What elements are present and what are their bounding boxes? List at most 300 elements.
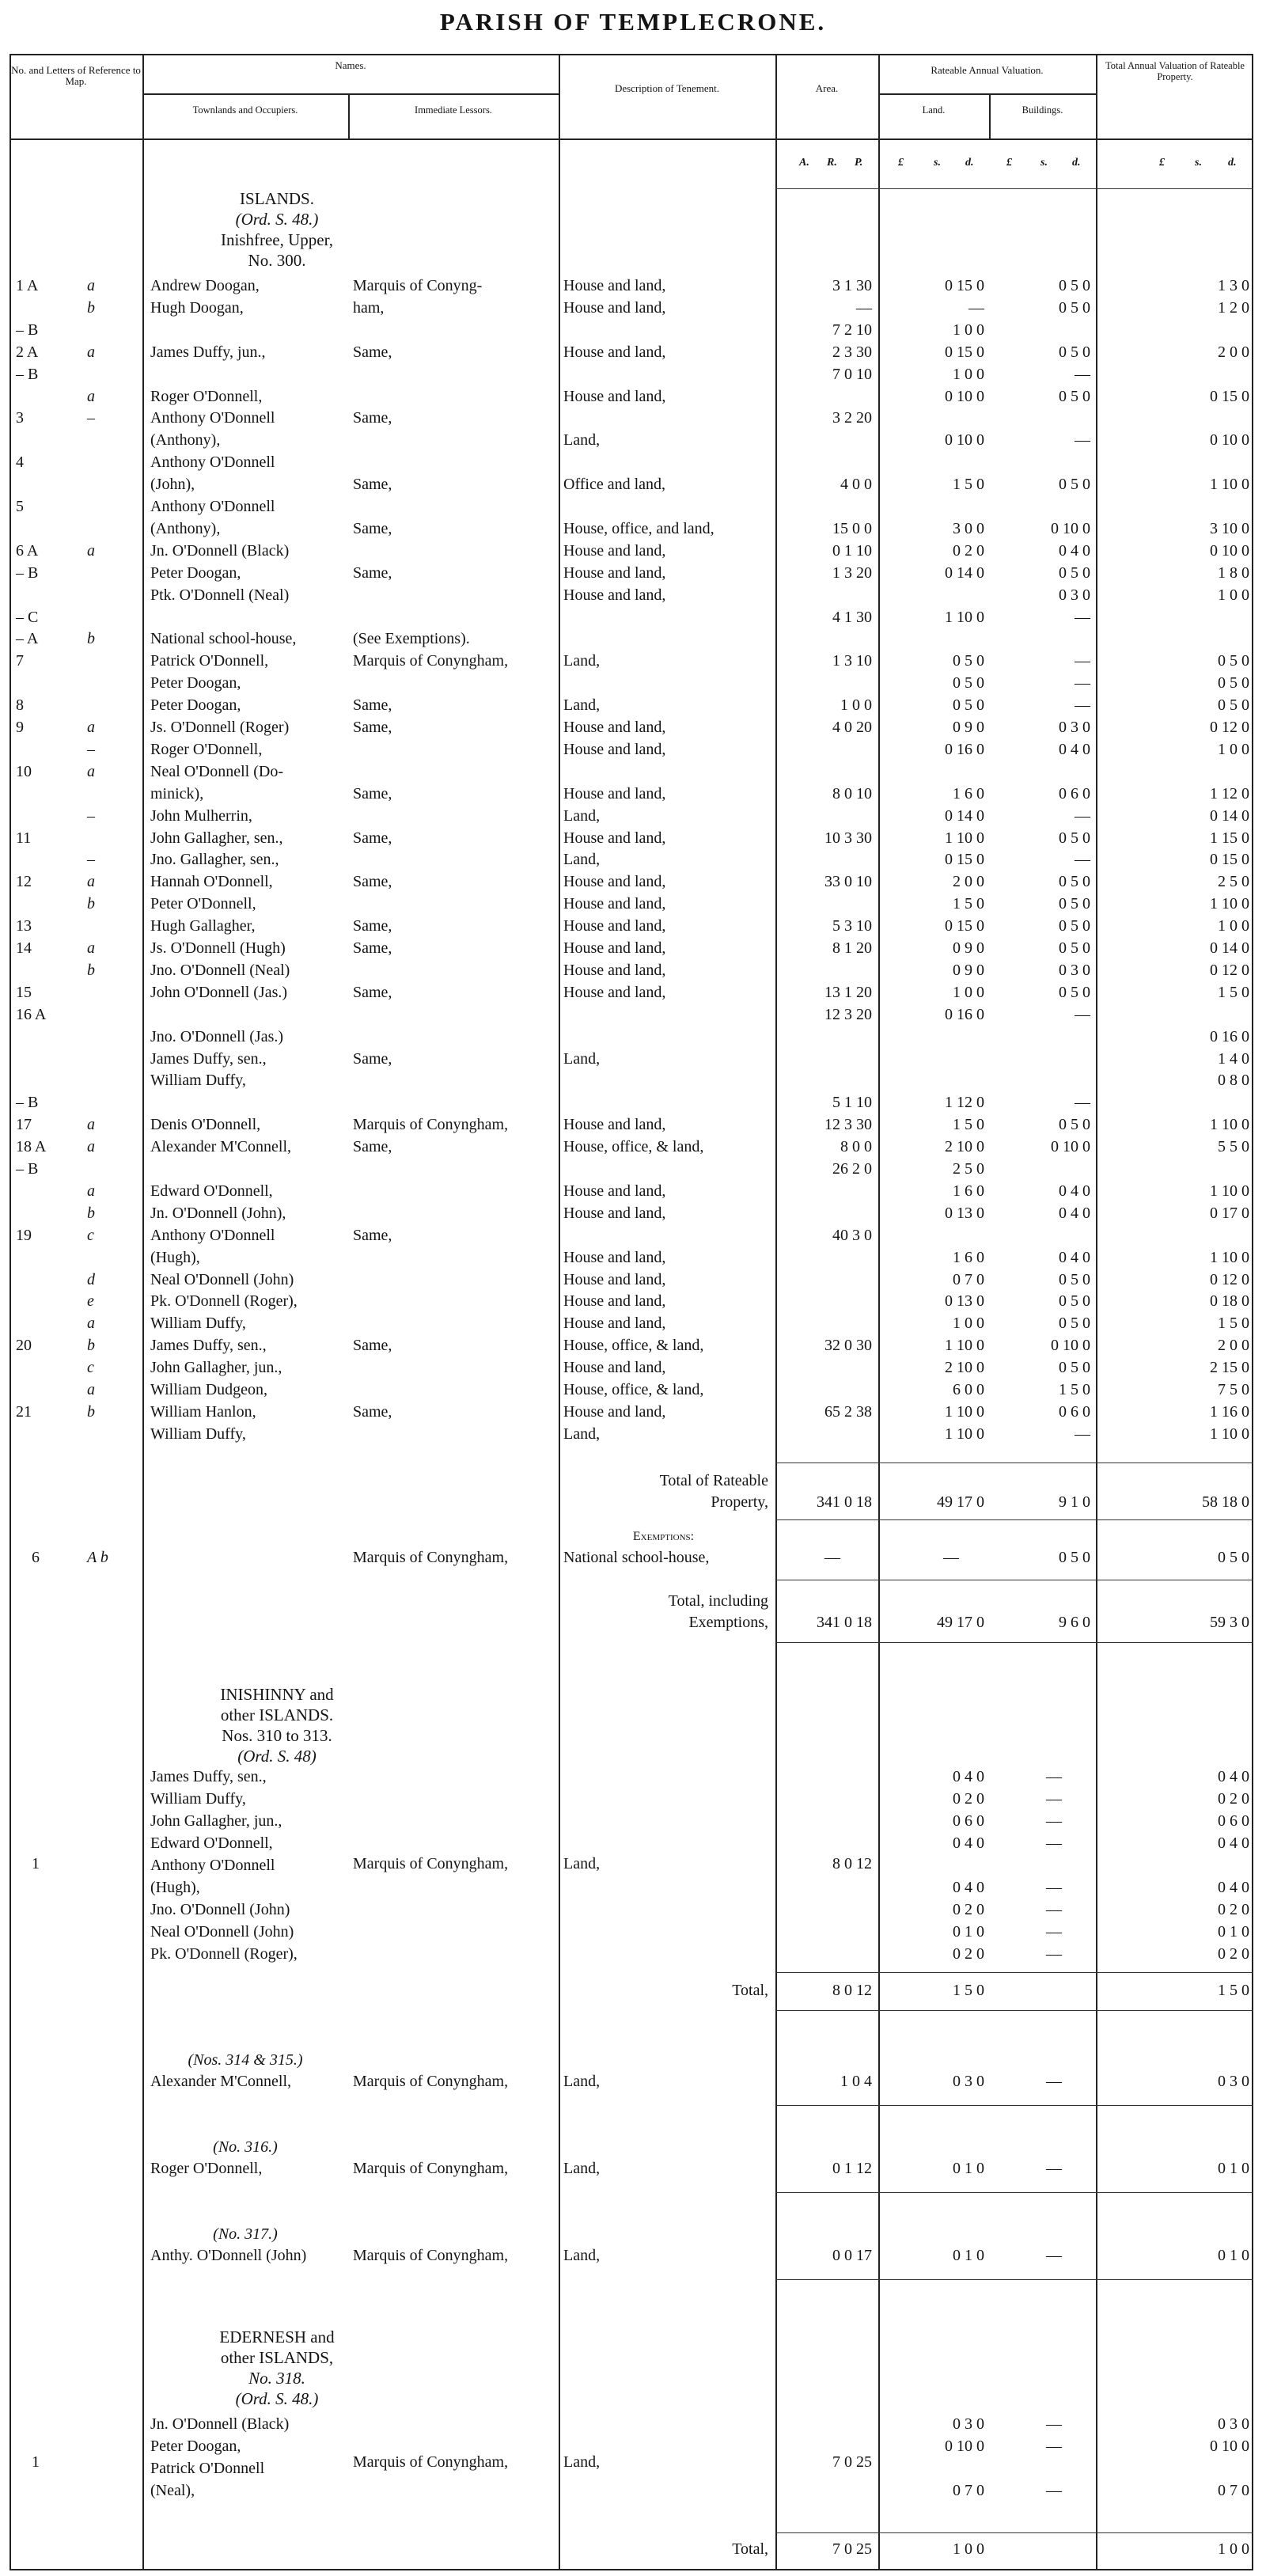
row-description: House and land, [563,298,666,317]
row-occupier: Anthony O'Donnell [150,453,275,472]
row-total: 2 0 0 [1218,343,1249,361]
unit-area-a: A. [799,157,809,169]
total-buildings: 9 1 0 [1059,1493,1090,1511]
row-sub-letter: a [87,1315,95,1333]
row-ref: 10 [16,762,32,780]
table-row [0,673,1266,694]
row-sub-letter: b [87,1204,95,1222]
row-ref: 21 [16,1402,32,1421]
table-row [0,1944,1266,1965]
row-total: 0 15 0 [1210,851,1249,869]
row-lessor: Same, [353,873,392,891]
row-occupier: Peter Doogan, [150,563,241,582]
row-description: House and land, [563,873,666,891]
row-land: 0 9 0 [953,719,984,736]
table-row [0,298,1266,319]
row-buildings: 0 5 0 [1059,298,1090,317]
row-occupier: Peter Doogan, [150,674,241,692]
section-number: No. 300. [248,251,306,270]
parcel-heading: (No. 317.) [213,2225,278,2243]
row-occupier: (Hugh), [150,1879,200,1896]
table-row [0,2414,1266,2435]
total-buildings: 9 6 0 [1059,1614,1090,1631]
row-buildings: 0 4 0 [1059,1182,1090,1200]
row-buildings: 0 5 0 [1059,939,1090,957]
total-rule [775,2105,1253,2106]
row-buildings: 0 10 0 [1051,1337,1090,1355]
total-label: Total, including [668,1592,768,1610]
table-row [0,474,1266,495]
row-description: House and land, [563,343,666,361]
row-description: House, office, and land, [563,519,714,537]
row-sub-letter: a [87,277,95,294]
row-land: 1 10 0 [945,1402,984,1421]
total-land: 49 17 0 [937,1614,984,1631]
row-lessor: Same, [353,1138,392,1156]
row-ref: 17 [16,1116,32,1134]
row-occupier: Hugh Doogan, [150,298,244,317]
row-buildings: 0 4 0 [1059,1248,1090,1266]
row-land: 1 10 0 [945,1337,984,1355]
total-value: 59 3 0 [1210,1614,1249,1631]
row-occupier: John Mulherrin, [150,806,252,825]
row-description: Office and land, [563,476,666,494]
column-rule [989,95,991,138]
row-land: 0 10 0 [945,2438,984,2455]
row-land: 0 2 0 [953,1901,984,1918]
row-lessor: Same, [353,1337,392,1355]
row-land: 0 15 0 [945,343,984,361]
row-occupier: minick), [150,784,204,802]
row-occupier: William Duffy, [150,1790,246,1808]
row-sub-letter: a [87,1182,95,1200]
row-ref: 1 [32,2453,40,2471]
row-description: House and land, [563,277,666,294]
row-land: 0 13 0 [945,1292,984,1311]
row-total: 0 3 0 [1218,2073,1249,2090]
row-sub-letter: b [87,1337,95,1355]
total-row [0,1492,1266,1513]
row-occupier: Alexander M'Connell, [150,2073,292,2090]
row-occupier: Js. O'Donnell (Hugh) [150,939,286,957]
row-land: 1 0 0 [953,983,984,1001]
total-label: Total, [732,1982,768,1999]
row-land: 1 10 0 [945,829,984,847]
row-buildings: 0 5 0 [1059,277,1090,294]
row-area: 3 1 30 [832,277,872,294]
row-buildings: 0 5 0 [1059,476,1090,494]
row-land: 2 5 0 [953,1160,984,1178]
unit-land-pound: £ [898,157,904,169]
row-total: 0 1 0 [1218,2247,1249,2264]
section3-meta-row [0,2452,1266,2473]
row-area: 5 3 10 [832,917,872,935]
row-sub-letter: a [87,1116,95,1134]
row-lessor: ham, [353,298,385,317]
row-description: House and land, [563,1359,666,1377]
table-row [0,717,1266,738]
total-value: 1 5 0 [1218,1982,1249,1999]
row-buildings: 0 5 0 [1059,343,1090,361]
row-ref: – B [16,1094,39,1112]
row-land: 0 14 0 [945,563,984,582]
row-area: 4 1 30 [832,608,872,626]
row-ref: 16 A [16,1005,47,1023]
total-rule [775,1642,1253,1643]
row-ref: 7 [16,652,24,670]
row-total: 1 5 0 [1218,1315,1249,1333]
parcel-heading-row [0,2224,1266,2245]
row-occupier: Peter Doogan, [150,696,241,715]
row-area: 0 0 17 [832,2247,872,2264]
row-occupier: Anthony O'Donnell [150,498,275,515]
table-row [0,1026,1266,1048]
table-row [0,1269,1266,1291]
header-rule [878,93,1096,95]
row-occupier: John Gallagher, jun., [150,1359,282,1377]
row-land: 2 0 0 [953,873,984,891]
row-total: 0 1 0 [1218,2160,1249,2177]
row-land: — [968,298,984,317]
row-occupier: Alexander M'Connell, [150,1138,292,1156]
row-land: 1 5 0 [953,476,984,494]
row-total: 0 2 0 [1218,1790,1249,1808]
row-total: 0 4 0 [1218,1834,1249,1852]
table-row [0,275,1266,297]
unit-bld-d: d. [1072,157,1081,169]
unit-tot-pound: £ [1159,157,1165,169]
row-land: 0 10 0 [945,431,984,450]
exemptions-area: — [824,1549,840,1566]
row-buildings: 0 4 0 [1059,541,1090,560]
row-occupier: (Hugh), [150,1248,200,1266]
row-land: 0 4 0 [953,1834,984,1852]
table-row [0,1114,1266,1136]
row-occupier: Hugh Gallagher, [150,917,256,935]
row-total: 0 1 0 [1218,1923,1249,1941]
row-occupier: Roger O'Donnell, [150,740,263,758]
row-buildings: 0 6 0 [1059,784,1090,802]
parcel-heading: (Nos. 314 & 315.) [188,2051,303,2069]
total-row [0,1612,1266,1633]
table-row [0,2480,1266,2502]
row-buildings: — [1075,696,1090,715]
total-row [0,1591,1266,1612]
table-row [0,1789,1266,1810]
row-buildings: 0 5 0 [1059,1315,1090,1333]
row-land: 1 6 0 [953,1182,984,1200]
row-ref: 19 [16,1226,32,1244]
row-description: House and land, [563,1292,666,1311]
row-occupier: William Hanlon, [150,1402,256,1421]
row-sub-letter: c [87,1226,94,1244]
row-desc: Land, [563,2247,601,2264]
row-buildings: — [1046,2438,1062,2455]
table-row [0,1402,1266,1423]
row-occupier: Pk. O'Donnell (Roger), [150,1945,298,1963]
row-land: 0 16 0 [945,1005,984,1023]
row-total: 0 10 0 [1210,2438,1249,2455]
row-desc: Land, [563,2160,601,2177]
row-lessor: Same, [353,784,392,802]
row-buildings: 0 5 0 [1059,563,1090,582]
row-occupier: Neal O'Donnell (John) [150,1923,294,1941]
row-occupier: Neal O'Donnell (Do- [150,762,283,780]
row-land: 1 10 0 [945,608,984,626]
row-total: 0 12 0 [1210,961,1249,979]
section-title: other ISLANDS, [220,2348,334,2367]
table-row [0,585,1266,606]
header-area: Area. [815,82,839,94]
row-lessor: Marquis of Conyngham, [353,2160,509,2177]
row-occupier: Anthony O'Donnell [150,409,275,427]
section-title: other ISLANDS. [220,1705,334,1724]
row-occupier: Denis O'Donnell, [150,1116,261,1134]
row-total: 5 5 0 [1218,1138,1249,1156]
row-buildings: 0 4 0 [1059,1204,1090,1222]
row-total: 0 12 0 [1210,719,1249,736]
section-title: EDERNESH and [219,2328,335,2346]
table-row [0,695,1266,716]
row-occupier: John Gallagher, sen., [150,829,283,847]
row-occupier: (John), [150,476,195,494]
row-total: 0 8 0 [1218,1072,1249,1090]
table-row [0,430,1266,451]
row-total: 1 2 0 [1218,298,1249,317]
table-row [0,1335,1266,1356]
row-occupier: Jno. O'Donnell (John) [150,1901,290,1918]
row-ref: 8 [16,696,24,715]
row-description: House and land, [563,784,666,802]
parcel-heading: (No. 316.) [213,2138,278,2156]
row-buildings: 0 5 0 [1059,1292,1090,1311]
table-row [0,938,1266,959]
table-row [0,1181,1266,1202]
row-lessor: Marquis of Conyngham, [353,1116,509,1134]
row-occupier: William Duffy, [150,1425,246,1443]
row-sub-letter: – [87,409,95,427]
row-occupier: William Duffy, [150,1315,246,1333]
row-land: 0 7 0 [953,2482,984,2499]
row-total: 0 15 0 [1210,387,1249,405]
total-rule [775,1519,1253,1520]
row-description: House and land, [563,983,666,1001]
row-description: House and land, [563,586,666,604]
unit-area-p: P. [855,157,863,169]
row-description: House, office, & land, [563,1381,704,1398]
row-description: House and land, [563,387,666,405]
row-sub-letter: b [87,630,95,648]
table-row [0,2071,1266,2092]
row-desc: Land, [563,1855,601,1872]
row-total: 0 5 0 [1218,674,1249,692]
exemptions-ref: 6 [32,1549,40,1566]
row-buildings: 0 10 0 [1051,519,1090,537]
table-row [0,1877,1266,1899]
row-occupier: Roger O'Donnell, [150,387,263,405]
table-row [0,364,1266,385]
row-lessor: Same, [353,519,392,537]
row-buildings: 0 5 0 [1059,1270,1090,1288]
row-buildings: — [1046,1834,1062,1852]
total-area: 341 0 18 [817,1614,872,1631]
row-ref: 11 [16,829,32,847]
row-land: 3 0 0 [953,519,984,537]
row-area: 4 0 20 [832,719,872,736]
table-row [0,1922,1266,1943]
row-buildings: — [1046,1812,1062,1830]
row-ref: 4 [16,453,24,472]
row-occupier: Ptk. O'Donnell (Neal) [150,586,290,604]
row-description: House and land, [563,1315,666,1333]
row-total: 1 0 0 [1218,917,1249,935]
row-occupier: Anthony O'Donnell [150,1226,275,1244]
table-row [0,916,1266,937]
row-area: 4 0 0 [840,476,872,494]
row-land: 1 5 0 [953,1116,984,1134]
row-total: 0 2 0 [1218,1945,1249,1963]
total-area: 7 0 25 [832,2540,872,2558]
row-land: 0 9 0 [953,961,984,979]
row-land: 1 5 0 [953,895,984,913]
row-buildings: 0 5 0 [1059,1116,1090,1134]
row-total: 2 5 0 [1218,873,1249,891]
row-description: House and land, [563,1182,666,1200]
row-lessor: Same, [353,917,392,935]
table-row [0,1811,1266,1832]
row-buildings: 0 5 0 [1059,873,1090,891]
section-ordnance: (Ord. S. 48.) [235,210,319,229]
row-occupier: Roger O'Donnell, [150,2160,263,2177]
total-area: 341 0 18 [817,1493,872,1511]
section2-meta-row [0,1853,1266,1875]
row-land: 2 10 0 [945,1138,984,1156]
unit-bld-pound: £ [1006,157,1012,169]
row-land: 0 1 0 [953,1923,984,1941]
header-names: Names. [335,59,366,71]
row-total: 1 8 0 [1218,563,1249,582]
row-occupier: Patrick O'Donnell, [150,652,269,670]
row-area: 3 2 20 [832,409,872,427]
row-lessor: (See Exemptions). [353,630,470,648]
row-buildings: — [1075,1425,1090,1443]
row-area: 1 3 20 [832,563,872,582]
table-row [0,982,1266,1003]
header-land: Land. [922,104,946,116]
row-occupier: William Duffy, [150,1072,246,1090]
table-row [0,1379,1266,1401]
row-ref: – C [16,608,39,626]
total-row [0,1470,1266,1492]
table-row [0,1291,1266,1312]
row-description: Land, [563,1425,601,1443]
row-sub-letter: a [87,1138,95,1156]
row-land: 1 0 0 [953,1315,984,1333]
row-ref: 15 [16,983,32,1001]
row-area: 0 1 12 [832,2160,872,2177]
row-buildings: — [1046,1790,1062,1808]
row-ref: 9 [16,719,24,736]
total-rule [775,2279,1253,2280]
row-land: 0 5 0 [953,652,984,670]
row-total: 1 0 0 [1218,740,1249,758]
row-desc: Land, [563,2073,601,2090]
row-total: 1 10 0 [1210,476,1249,494]
row-occupier: Edward O'Donnell, [150,1834,273,1852]
table-row [0,2245,1266,2267]
row-description: Land, [563,806,601,825]
row-buildings: 0 3 0 [1059,719,1090,736]
unit-tot-d: d. [1228,157,1237,169]
row-occupier: (Anthony), [150,519,221,537]
table-row [0,651,1266,672]
row-buildings: — [1046,2482,1062,2499]
row-total: 0 14 0 [1210,806,1249,825]
row-area: — [856,298,872,317]
parcel-heading-row [0,2050,1266,2071]
section-number: Nos. 310 to 313. [222,1726,332,1745]
row-total: 1 10 0 [1210,1248,1249,1266]
unit-tot-s: s. [1195,157,1202,169]
row-total: 1 3 0 [1218,277,1249,294]
row-description: Land, [563,1049,601,1068]
row-lessor: Same, [353,719,392,736]
row-lessor: Same, [353,939,392,957]
row-area: 1 0 0 [840,696,872,715]
row-sub-letter: – [87,806,95,825]
row-buildings: — [1046,2415,1062,2433]
row-lessor: Same, [353,409,392,427]
row-lessor: Same, [353,476,392,494]
section-heading [142,1684,411,1766]
row-area: 8 0 12 [832,1855,872,1872]
row-total: 1 15 0 [1210,829,1249,847]
table-row [0,1833,1266,1854]
table-row [0,761,1266,783]
row-sub-letter: e [87,1292,94,1311]
row-sub-letter: – [87,740,95,758]
row-description: House and land, [563,1116,666,1134]
row-sub-letter: b [87,298,95,317]
header-total: Total Annual Valuation of Rateable Property. [1105,60,1245,82]
row-total: 0 3 0 [1218,2415,1249,2433]
row-sub-letter: c [87,1359,94,1377]
row-lessor: Marquis of Conyngham, [353,2453,509,2471]
row-sub-letter: a [87,541,95,560]
row-land: 0 7 0 [953,1270,984,1288]
table-row [0,1313,1266,1334]
row-area: 33 0 10 [824,873,872,891]
total-label: Total, [732,2540,768,2558]
row-description: House and land, [563,939,666,957]
row-buildings: 0 3 0 [1059,961,1090,979]
unit-land-d: d. [965,157,974,169]
row-land: 0 10 0 [945,387,984,405]
row-description: House and land, [563,719,666,736]
row-buildings: 0 5 0 [1059,895,1090,913]
exemptions-sub: A b [87,1549,108,1566]
section-title: INISHINNY and [220,1685,334,1704]
table-row [0,871,1266,893]
units-rule [775,188,1253,189]
row-buildings: — [1075,1094,1090,1112]
table-row [0,1899,1266,1921]
exemptions-heading: Exemptions: [632,1530,695,1543]
row-land: 0 15 0 [945,277,984,294]
header-lessors: Immediate Lessors. [415,104,492,116]
row-lessor: Same, [353,563,392,582]
row-occupier: John Gallagher, jun., [150,1812,282,1830]
